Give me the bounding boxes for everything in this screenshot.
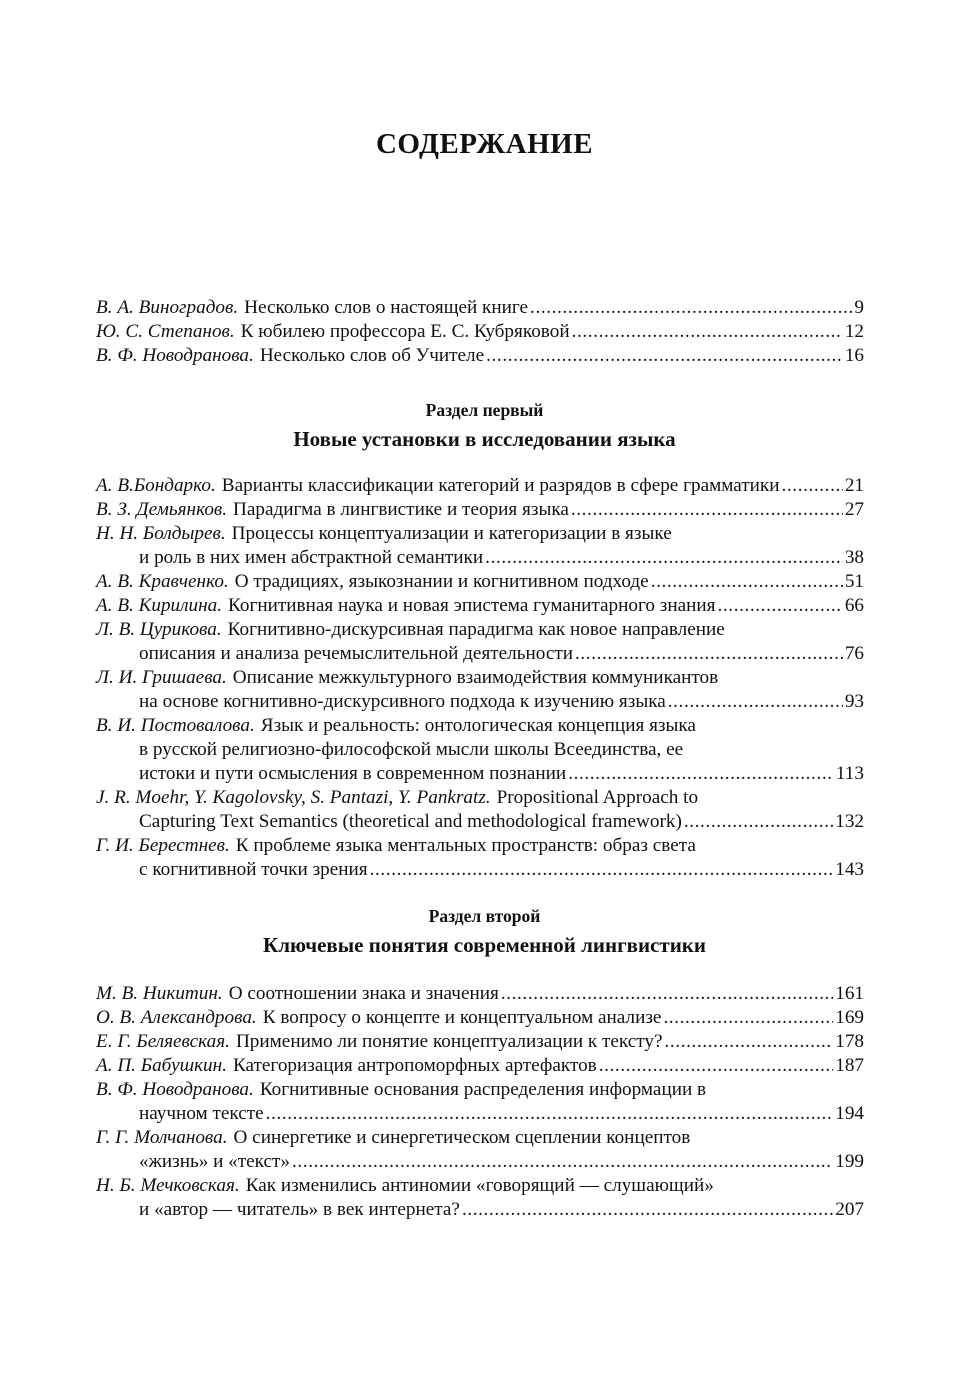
entry-author: А. П. Бабушкин.	[96, 1055, 227, 1076]
dot-leader	[486, 344, 843, 368]
entry-title: Язык и реальность: онтологическая концепция языка	[260, 715, 696, 736]
entry-author: Л. И. Гришаева.	[96, 667, 227, 688]
entry-author: В. З. Демьянков.	[96, 499, 228, 520]
toc-entry	[96, 982, 864, 1006]
entry-title: в русской религиозно-философской мысли школы Всеединства, ее	[139, 739, 684, 760]
entry-title: Несколько слов о настоящей книге	[244, 297, 529, 318]
entry-author: Н. Б. Мечковская.	[96, 1175, 240, 1196]
entry-author: Е. Г. Беляевская.	[96, 1031, 230, 1052]
toc-entry	[96, 522, 864, 570]
toc-entry	[96, 618, 864, 666]
entry-author: В. И. Постовалова.	[96, 715, 255, 736]
entry-title: «жизнь» и «текст»	[139, 1151, 291, 1172]
toc-entry-line	[96, 1030, 864, 1054]
section-1-entries	[96, 474, 864, 882]
entry-title: Применимо ли понятие концептуализации к тексту?	[235, 1031, 663, 1052]
section-1-label: Раздел первый	[425, 400, 544, 420]
dot-leader	[684, 810, 833, 834]
entry-title: О синергетике и синергетическом сцеплении концептов	[233, 1127, 691, 1148]
section-2-entries	[96, 982, 864, 1222]
toc-entry-line	[96, 344, 864, 368]
toc-entry	[96, 594, 864, 618]
entry-page-number: 187	[835, 1055, 864, 1076]
entry-author: В. А. Виноградов.	[96, 297, 239, 318]
entry-title: Несколько слов об Учителе	[259, 345, 485, 366]
entry-page-number: 161	[835, 983, 864, 1004]
toc-entry-line	[96, 810, 864, 834]
toc-entry	[96, 570, 864, 594]
entry-page-number: 199	[835, 1151, 864, 1172]
entry-title: Когнитивно-дискурсивная парадигма как новое направление	[227, 619, 725, 640]
entry-title: О традициях, языкознании и когнитивном подходе	[234, 571, 649, 592]
dot-leader	[651, 570, 843, 594]
entry-title: Когнитивная наука и новая эпистема гуманитарного знания	[228, 595, 716, 616]
toc-entry-line	[96, 1006, 864, 1030]
entry-page-number: 16	[844, 345, 864, 366]
entry-author: Н. Н. Болдырев.	[96, 523, 226, 544]
toc-entry-line	[96, 498, 864, 522]
entry-page-number: 66	[844, 595, 864, 616]
entry-title: Категоризация антропоморфных артефактов	[232, 1055, 597, 1076]
toc-entry	[96, 1174, 864, 1222]
toc-entry	[96, 1006, 864, 1030]
entry-author: Г. И. Берестнев.	[96, 835, 230, 856]
toc-entry-line	[96, 690, 864, 714]
entry-title: на основе когнитивно-дискурсивного подхода к изучению языка	[139, 691, 666, 712]
toc-entry	[96, 1126, 864, 1174]
entry-page-number: 194	[835, 1103, 864, 1124]
entry-title: научном тексте	[139, 1103, 264, 1124]
toc-entry-line	[96, 474, 864, 498]
dot-leader	[571, 498, 843, 522]
toc-entry-line	[96, 738, 864, 762]
section-1-header	[0, 398, 969, 454]
entry-page-number: 27	[844, 499, 864, 520]
entry-page-number: 12	[844, 321, 864, 342]
toc-entry-line	[96, 982, 864, 1006]
toc-entry	[96, 344, 864, 368]
dot-leader	[485, 546, 843, 570]
toc-entry-line	[96, 296, 864, 320]
toc-entry-line	[96, 1078, 864, 1102]
toc-entry-line	[96, 714, 864, 738]
entry-title: Propositional Approach to	[496, 787, 699, 808]
toc-entry	[96, 786, 864, 834]
section-2-label: Раздел второй	[428, 906, 541, 926]
dot-leader	[530, 296, 852, 320]
entry-page-number: 169	[835, 1007, 864, 1028]
entry-page-number: 51	[844, 571, 864, 592]
dot-leader	[572, 320, 843, 344]
toc-entry-line	[96, 618, 864, 642]
toc-entry-line	[96, 1174, 864, 1198]
entry-title: с когнитивной точки зрения	[139, 859, 368, 880]
entry-page-number: 113	[835, 763, 864, 784]
dot-leader	[501, 982, 833, 1006]
dot-leader	[782, 474, 843, 498]
dot-leader	[718, 594, 843, 618]
dot-leader	[599, 1054, 833, 1078]
toc-entry	[96, 1054, 864, 1078]
toc-entry-line	[96, 834, 864, 858]
entry-title: Варианты классификации категорий и разрядов в сфере грамматики	[221, 475, 780, 496]
toc-entry	[96, 714, 864, 786]
toc-entry-line	[96, 858, 864, 882]
entry-page-number: 143	[835, 859, 864, 880]
toc-entry-line	[96, 1102, 864, 1126]
entry-title: Процессы концептуализации и категоризации в языке	[231, 523, 672, 544]
entry-title: описания и анализа речемыслительной деятельности	[139, 643, 574, 664]
entry-author: В. Ф. Новодранова.	[96, 1079, 254, 1100]
section-2-header	[0, 904, 969, 960]
toc-entry	[96, 296, 864, 320]
dot-leader	[462, 1198, 833, 1222]
entry-page-number: 9	[854, 297, 864, 318]
dot-leader	[292, 1150, 833, 1174]
dot-leader	[663, 1006, 833, 1030]
entry-title: истоки и пути осмысления в современном познании	[139, 763, 567, 784]
toc-entry-line	[96, 570, 864, 594]
entry-author: А. В. Кирилина.	[96, 595, 223, 616]
entry-author: Ю. С. Степанов.	[96, 321, 235, 342]
dot-leader	[370, 858, 834, 882]
entry-page-number: 93	[844, 691, 864, 712]
entry-author: J. R. Moehr, Y. Kagolovsky, S. Pantazi, Y. Pankratz.	[96, 787, 491, 808]
toc-entry-line	[96, 1150, 864, 1174]
entry-author: А. В. Кравченко.	[96, 571, 229, 592]
toc-entry-line	[96, 1126, 864, 1150]
toc-entry-line	[96, 762, 864, 786]
entry-title: К проблеме языка ментальных пространств: образ света	[235, 835, 696, 856]
entry-title: Когнитивные основания распределения информации в	[259, 1079, 707, 1100]
section-1-title: Новые установки в исследовании языка	[293, 427, 676, 451]
entry-page-number: 178	[835, 1031, 864, 1052]
entry-title: Описание межкультурного взаимодействия коммуникантов	[232, 667, 719, 688]
section-2-title: Ключевые понятия современной лингвистики	[262, 933, 707, 957]
entry-title: О соотношении знака и значения	[228, 983, 499, 1004]
dot-leader	[665, 1030, 834, 1054]
entry-title: и «автор — читатель» в век интернета?	[139, 1199, 460, 1220]
toc-entry-line	[96, 642, 864, 666]
toc-entry	[96, 474, 864, 498]
toc-entry-line	[96, 320, 864, 344]
toc-entry	[96, 666, 864, 714]
entry-author: М. В. Никитин.	[96, 983, 223, 1004]
dot-leader	[668, 690, 843, 714]
page-title: СОДЕРЖАНИЕ	[375, 128, 594, 160]
entry-author: Л. В. Цурикова.	[96, 619, 222, 640]
toc-entry-line	[96, 1054, 864, 1078]
entry-page-number: 76	[844, 643, 864, 664]
entry-title: Парадигма в лингвистике и теория языка	[233, 499, 569, 520]
entry-title: Capturing Text Semantics (theoretical and methodological framework)	[139, 811, 682, 832]
entry-title: К юбилею профессора Е. С. Кубряковой	[240, 321, 570, 342]
entry-author: О. В. Александрова.	[96, 1007, 257, 1028]
entry-title: Как изменились антиномии «говорящий — слушающий»	[245, 1175, 714, 1196]
toc-entry-line	[96, 522, 864, 546]
toc-entry-line	[96, 1198, 864, 1222]
toc-entry	[96, 1030, 864, 1054]
entry-page-number: 207	[835, 1199, 864, 1220]
toc-entry-line	[96, 594, 864, 618]
entry-page-number: 38	[844, 547, 864, 568]
toc-entry-line	[96, 786, 864, 810]
dot-leader	[575, 642, 843, 666]
entry-page-number: 132	[835, 811, 864, 832]
entry-author: Г. Г. Молчанова.	[96, 1127, 228, 1148]
dot-leader	[266, 1102, 834, 1126]
entry-author: В. Ф. Новодранова.	[96, 345, 254, 366]
intro-entries	[96, 296, 864, 368]
entry-title: К вопросу о концепте и концептуальном анализе	[262, 1007, 662, 1028]
toc-entry	[96, 1078, 864, 1126]
toc-entry	[96, 320, 864, 344]
toc-entry	[96, 498, 864, 522]
entry-title: и роль в них имен абстрактной семантики	[139, 547, 484, 568]
toc-entry-line	[96, 666, 864, 690]
entry-page-number: 21	[844, 475, 864, 496]
toc-entry-line	[96, 546, 864, 570]
entry-author: А. В.Бондарко.	[96, 475, 216, 496]
toc-entry	[96, 834, 864, 882]
dot-leader	[568, 762, 834, 786]
